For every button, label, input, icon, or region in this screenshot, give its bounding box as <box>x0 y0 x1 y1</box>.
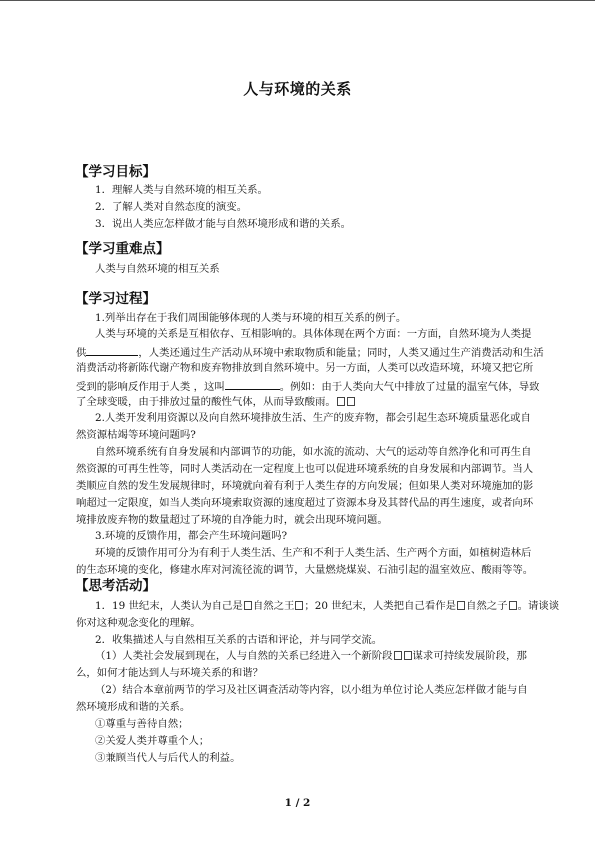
paragraph-line: 消费活动将新陈代谢产物和废弃物排放到自然环境中。另一方面，人类可以改造环境，环境又把它所 <box>76 362 534 374</box>
question-2: 2.人类开发利用资源以及向自然环境排放生活、生产的废弃物，都会引起生态环境质量恶化或自 <box>95 412 531 424</box>
section-heading-think: 【思考活动】 <box>75 578 156 594</box>
question-2-cont: 然资源枯竭等环境问题吗? <box>76 429 196 441</box>
text-fragment: 自然之子 <box>466 600 508 612</box>
text-fragment: （1）人类社会发展到现在，人与自然的关系已经进入一个新阶段 <box>95 650 393 662</box>
option-item: ③兼顾当代人与后代人的利益。 <box>95 752 241 764</box>
paragraph-line <box>76 396 356 409</box>
text-fragment: ；20 世纪末，人类把自己看作是 <box>304 600 456 612</box>
paragraph-line: 自然环境系统有自身发展和内部调节的功能，如水流的流动、大气的运动等自然净化和可再生自 <box>95 446 532 458</box>
missing-glyph-box <box>404 651 412 660</box>
missing-glyph-box <box>394 651 402 660</box>
activity-2: 2．收集描述人与自然相互关系的古语和评论，并与同学交流。 <box>95 634 383 646</box>
page-number: 1 / 2 <box>284 797 311 809</box>
text-fragment: 自然之王 <box>252 600 295 612</box>
paragraph-line: 人类与环境的关系是互相依存、互相影响的。具体体现在两个方面：一方面，自然环境为人类提 <box>95 328 532 340</box>
sub-question-1-cont: 么，如何才能达到人与环境关系的和谐？ <box>76 667 264 679</box>
paragraph-line: 环境的反馈作用可分为有利于人类生活、生产和不利于人类生活、生产两个方面，如植树造林后 <box>95 547 532 559</box>
text-fragment: 谋求可持续发展阶段，那 <box>412 650 527 662</box>
section-heading-goals: 【学习目标】 <box>75 164 156 180</box>
fill-blank-2 <box>225 379 280 390</box>
paragraph-line <box>76 379 540 394</box>
text-fragment: 供 <box>76 347 87 359</box>
sub-question-1 <box>95 650 527 663</box>
section-heading-key-points: 【学习重难点】 <box>75 241 170 257</box>
sub-question-2-cont: 然环境形成和谐的关系。 <box>76 701 191 713</box>
paragraph-line: 响超过一定限度，如当人类向环境索取资源的速度超过了资源本身及其替代品的再生速度，或者向环 <box>76 497 534 509</box>
question-1: 1.列举出存在于我们周围能够体现的人类与环境的相互关系的例子。 <box>95 312 407 324</box>
section-heading-process: 【学习过程】 <box>75 291 156 307</box>
missing-glyph-box <box>457 601 465 610</box>
paragraph-line: 的生态环境的变化，修建水库对河流径流的调节，大量燃烧煤炭、石油引起的温室效应、酸雨等等。 <box>76 564 534 576</box>
page-title: 人与环境的关系 <box>243 80 352 98</box>
fill-blank-1 <box>86 345 138 356</box>
text-fragment: 了全球变暖，由于排放过量的酸性气体，从而导致酸雨。 <box>76 396 336 408</box>
sub-question-2: （2）结合本章前两节的学习及社区调查活动等内容，以小组为单位讨论人类应怎样做才能与自 <box>95 684 528 696</box>
text-fragment: 受到的影响反作用于人类 ，这叫 <box>76 381 225 393</box>
activity-1 <box>95 600 559 613</box>
paragraph-line: 然资源的可再生性等，同时人类活动在一定程度上也可以促进环境系统的自身发展和内部调节。当人 <box>76 463 534 475</box>
key-point-text: 人类与自然环境的相互关系 <box>95 263 220 275</box>
question-3: 3.环境的反馈作用，都会产生环境问题吗? <box>95 530 288 542</box>
missing-glyph-box <box>509 601 517 610</box>
goal-item: 2．了解人类对自然态度的演变。 <box>95 201 248 213</box>
missing-glyph-box <box>337 397 345 406</box>
text-fragment: 1．19 世纪末，人类认为自己是 <box>95 600 243 612</box>
activity-1-cont: 你对这种观念变化的理解。 <box>76 617 201 629</box>
missing-glyph-box <box>347 397 355 406</box>
text-fragment: 。例如：由于人类向大气中排放了过量的温室气体，导致 <box>279 381 540 393</box>
goal-item: 3．说出人类应怎样做才能与自然环境形成和谐的关系。 <box>95 218 351 230</box>
page-top-rule <box>0 0 595 1</box>
paragraph-line: 类顺应自然的发生发展规律时，环境就向着有利于人类生存的方向发展；但如果人类对环境施加的影 <box>76 480 534 492</box>
text-fragment: 。请谈谈 <box>517 600 560 612</box>
option-item: ②关爱人类并尊重个人； <box>95 735 210 747</box>
goal-item: 1．理解人类与自然环境的相互关系。 <box>95 184 268 196</box>
missing-glyph-box <box>295 601 303 610</box>
text-fragment: ，人类还通过生产活动从环境中索取物质和能量；同时，人类又通过生产消费活动和生活 <box>138 347 544 359</box>
missing-glyph-box <box>244 601 252 610</box>
paragraph-line <box>76 345 544 360</box>
paragraph-line: 境排放废弃物的数量超过了环境的自净能力时，就会出现环境问题。 <box>76 514 388 526</box>
option-item: ①尊重与善待自然； <box>95 718 189 730</box>
